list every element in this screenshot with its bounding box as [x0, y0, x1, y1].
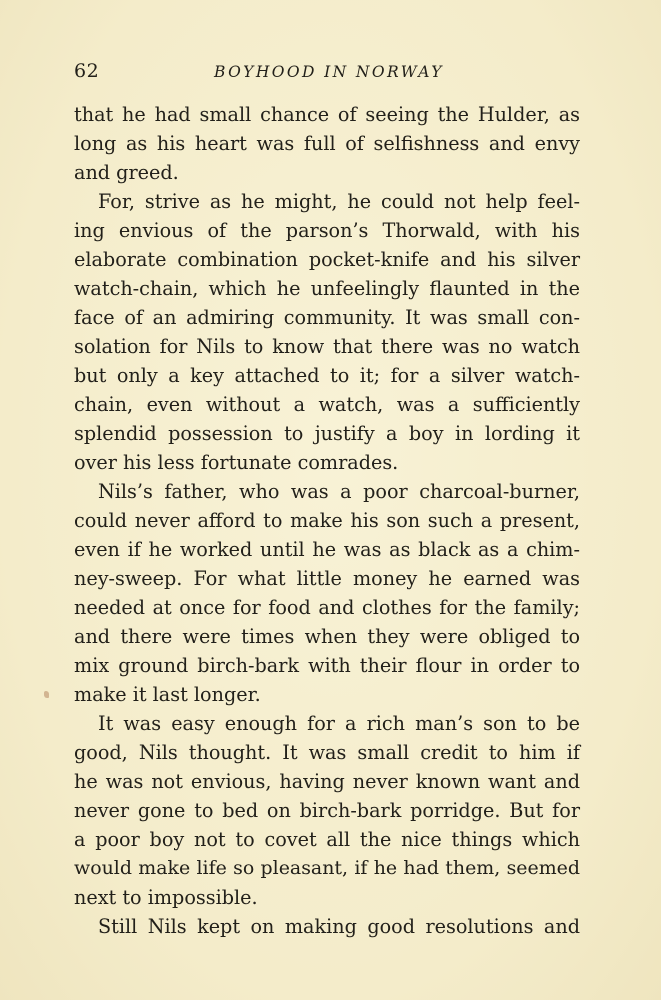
text-line: ney-sweep. For what little money he earned was	[74, 567, 580, 590]
text-line: never gone to bed on birch-bark porridge. But for	[74, 799, 580, 822]
text-line: For, strive as he might, he could not help feel-	[98, 190, 580, 213]
text-line: make it last longer.	[74, 683, 261, 706]
text-line: would make life so pleasant, if he had them, seemed	[74, 857, 580, 879]
text-line: a poor boy not to covet all the nice things which	[74, 828, 580, 851]
text-line: It was easy enough for a rich man’s son to be	[98, 712, 580, 735]
page-number: 62	[74, 60, 100, 82]
text-line: and greed.	[74, 161, 179, 184]
text-line: needed at once for food and clothes for the family;	[74, 596, 580, 619]
text-line: that he had small chance of seeing the Hulder, as	[74, 103, 580, 126]
text-line: over his less fortunate comrades.	[74, 451, 399, 474]
text-line: good, Nils thought. It was small credit to him if	[74, 741, 580, 764]
text-line: splendid possession to justify a boy in lording it	[74, 422, 580, 445]
text-line: face of an admiring community. It was small con-	[74, 306, 580, 329]
text-line: could never afford to make his son such a present,	[74, 509, 580, 532]
text-line: even if he worked until he was as black as a chim-	[74, 538, 580, 561]
text-line: Nils’s father, who was a poor charcoal-burner,	[98, 480, 580, 503]
ink-blot-mark	[44, 691, 49, 698]
text-line: but only a key attached to it; for a silver watch-	[74, 364, 580, 387]
text-line: mix ground birch-bark with their flour in order to	[74, 654, 580, 677]
text-line: next to impossible.	[74, 886, 258, 909]
page-header	[74, 60, 580, 86]
text-line: chain, even without a watch, was a sufficiently	[74, 393, 580, 416]
text-line: elaborate combination pocket-knife and his silver	[74, 248, 580, 271]
text-line: he was not envious, having never known want and	[74, 770, 580, 793]
text-line: and there were times when they were obliged to	[74, 625, 580, 648]
text-line: Still Nils kept on making good resolutions and	[98, 915, 580, 938]
text-line: solation for Nils to know that there was no watch	[74, 335, 580, 358]
text-line: long as his heart was full of selfishness and envy	[74, 132, 580, 155]
text-line: ing envious of the parson’s Thorwald, with his	[74, 219, 580, 242]
body-text	[74, 100, 580, 941]
text-line: watch-chain, which he unfeelingly flaunted in the	[74, 277, 580, 300]
running-title: BOYHOOD IN NORWAY	[214, 63, 444, 81]
